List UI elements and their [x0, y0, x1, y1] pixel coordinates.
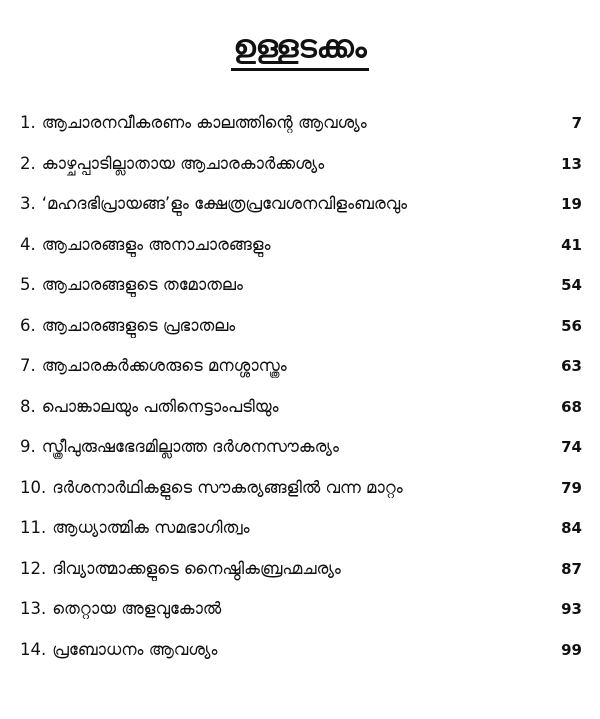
toc-entry-page-number: 7 [571, 114, 582, 133]
toc-entry-page-number: 99 [561, 640, 582, 659]
toc-entry-number: 4. [20, 234, 36, 254]
toc-entry [20, 144, 582, 185]
toc-entry-number: 9. [20, 437, 36, 457]
page-title-text: ഉള്ളടക്കം [231, 27, 368, 71]
toc-entry [20, 387, 582, 428]
toc-entry-number: 12. [20, 558, 47, 578]
toc-entry-title: പ്രബോധനം ആവശ്യം [52, 639, 218, 659]
toc-entry-number: 3. [20, 194, 36, 214]
toc-entry [20, 184, 582, 225]
toc-entry-title: ദിവ്യാത്മാക്കളുടെ നൈഷ്ഠികബ്രഹ്മചര്യം [52, 558, 341, 578]
toc-entry-title: ആചാരകർക്കശരുടെ മനശ്ശാസ്ത്രം [41, 356, 287, 376]
toc-entry-page-number: 74 [561, 438, 582, 457]
toc-entry-number: 7. [20, 356, 36, 376]
toc-entry-number: 10. [20, 477, 47, 497]
toc-entry-number: 13. [20, 599, 47, 619]
toc-entry [20, 468, 582, 509]
toc-entry-page-number: 68 [561, 397, 582, 416]
toc-entry-page-number: 19 [561, 195, 582, 214]
toc-entry [20, 427, 582, 468]
toc-entry-page-number: 63 [561, 357, 582, 376]
toc-entry-page-number: 41 [561, 235, 582, 254]
toc-entry-page-number: 79 [561, 478, 582, 497]
toc-entry-number: 6. [20, 315, 36, 335]
toc-entry [20, 265, 582, 306]
toc-entry [20, 630, 582, 671]
toc-entry-title: ‘മഹദഭിപ്രായങ്ങ’ളും ക്ഷേത്രപ്രവേശനവിളംബരവും [41, 194, 408, 214]
toc-entry-number: 14. [20, 639, 47, 659]
toc-entry-number: 8. [20, 396, 36, 416]
toc-entry-title: ആചാരങ്ങളുടെ പ്രഭാതലം [41, 315, 236, 335]
toc-entry-title: ആചാരങ്ങളും അനാചാരങ്ങളും [41, 234, 271, 254]
page-title [0, 27, 600, 71]
toc-entry [20, 549, 582, 590]
toc-entry-page-number: 87 [561, 559, 582, 578]
toc-entry-title: സ്ത്രീപുരുഷഭേദമില്ലാത്ത ദർശനസൗകര്യം [41, 437, 339, 457]
toc-entry-title: ആചാരങ്ങളുടെ തമോതലം [41, 275, 243, 295]
toc-entry-title: കാഴ്ചപ്പാടില്ലാതായ ആചാരകാർക്കശ്യം [41, 153, 325, 173]
table-of-contents [20, 103, 582, 670]
toc-entry [20, 346, 582, 387]
toc-entry-page-number: 56 [561, 316, 582, 335]
toc-entry-number: 1. [20, 113, 36, 133]
toc-entry-page-number: 84 [561, 519, 582, 538]
toc-entry-number: 11. [20, 518, 47, 538]
toc-entry-title: ദർശനാർഥികളുടെ സൗകര്യങ്ങളിൽ വന്ന മാറ്റം [52, 477, 403, 497]
toc-entry-page-number: 93 [561, 600, 582, 619]
toc-entry-page-number: 54 [561, 276, 582, 295]
toc-entry-number: 2. [20, 153, 36, 173]
toc-entry-page-number: 13 [561, 154, 582, 173]
toc-entry-title: ആചാരനവീകരണം കാലത്തിന്റെ ആവശ്യം [41, 113, 367, 133]
toc-entry [20, 306, 582, 347]
toc-entry [20, 225, 582, 266]
toc-entry [20, 508, 582, 549]
toc-entry-title: തെറ്റായ അളവുകോൽ [52, 599, 222, 619]
toc-entry [20, 589, 582, 630]
toc-entry-number: 5. [20, 275, 36, 295]
toc-entry [20, 103, 582, 144]
toc-entry-title: പൊങ്കാലയും പതിനെട്ടാംപടിയും [41, 396, 279, 416]
toc-entry-title: ആധ്യാത്മിക സമഭാഗിത്വം [52, 518, 250, 538]
